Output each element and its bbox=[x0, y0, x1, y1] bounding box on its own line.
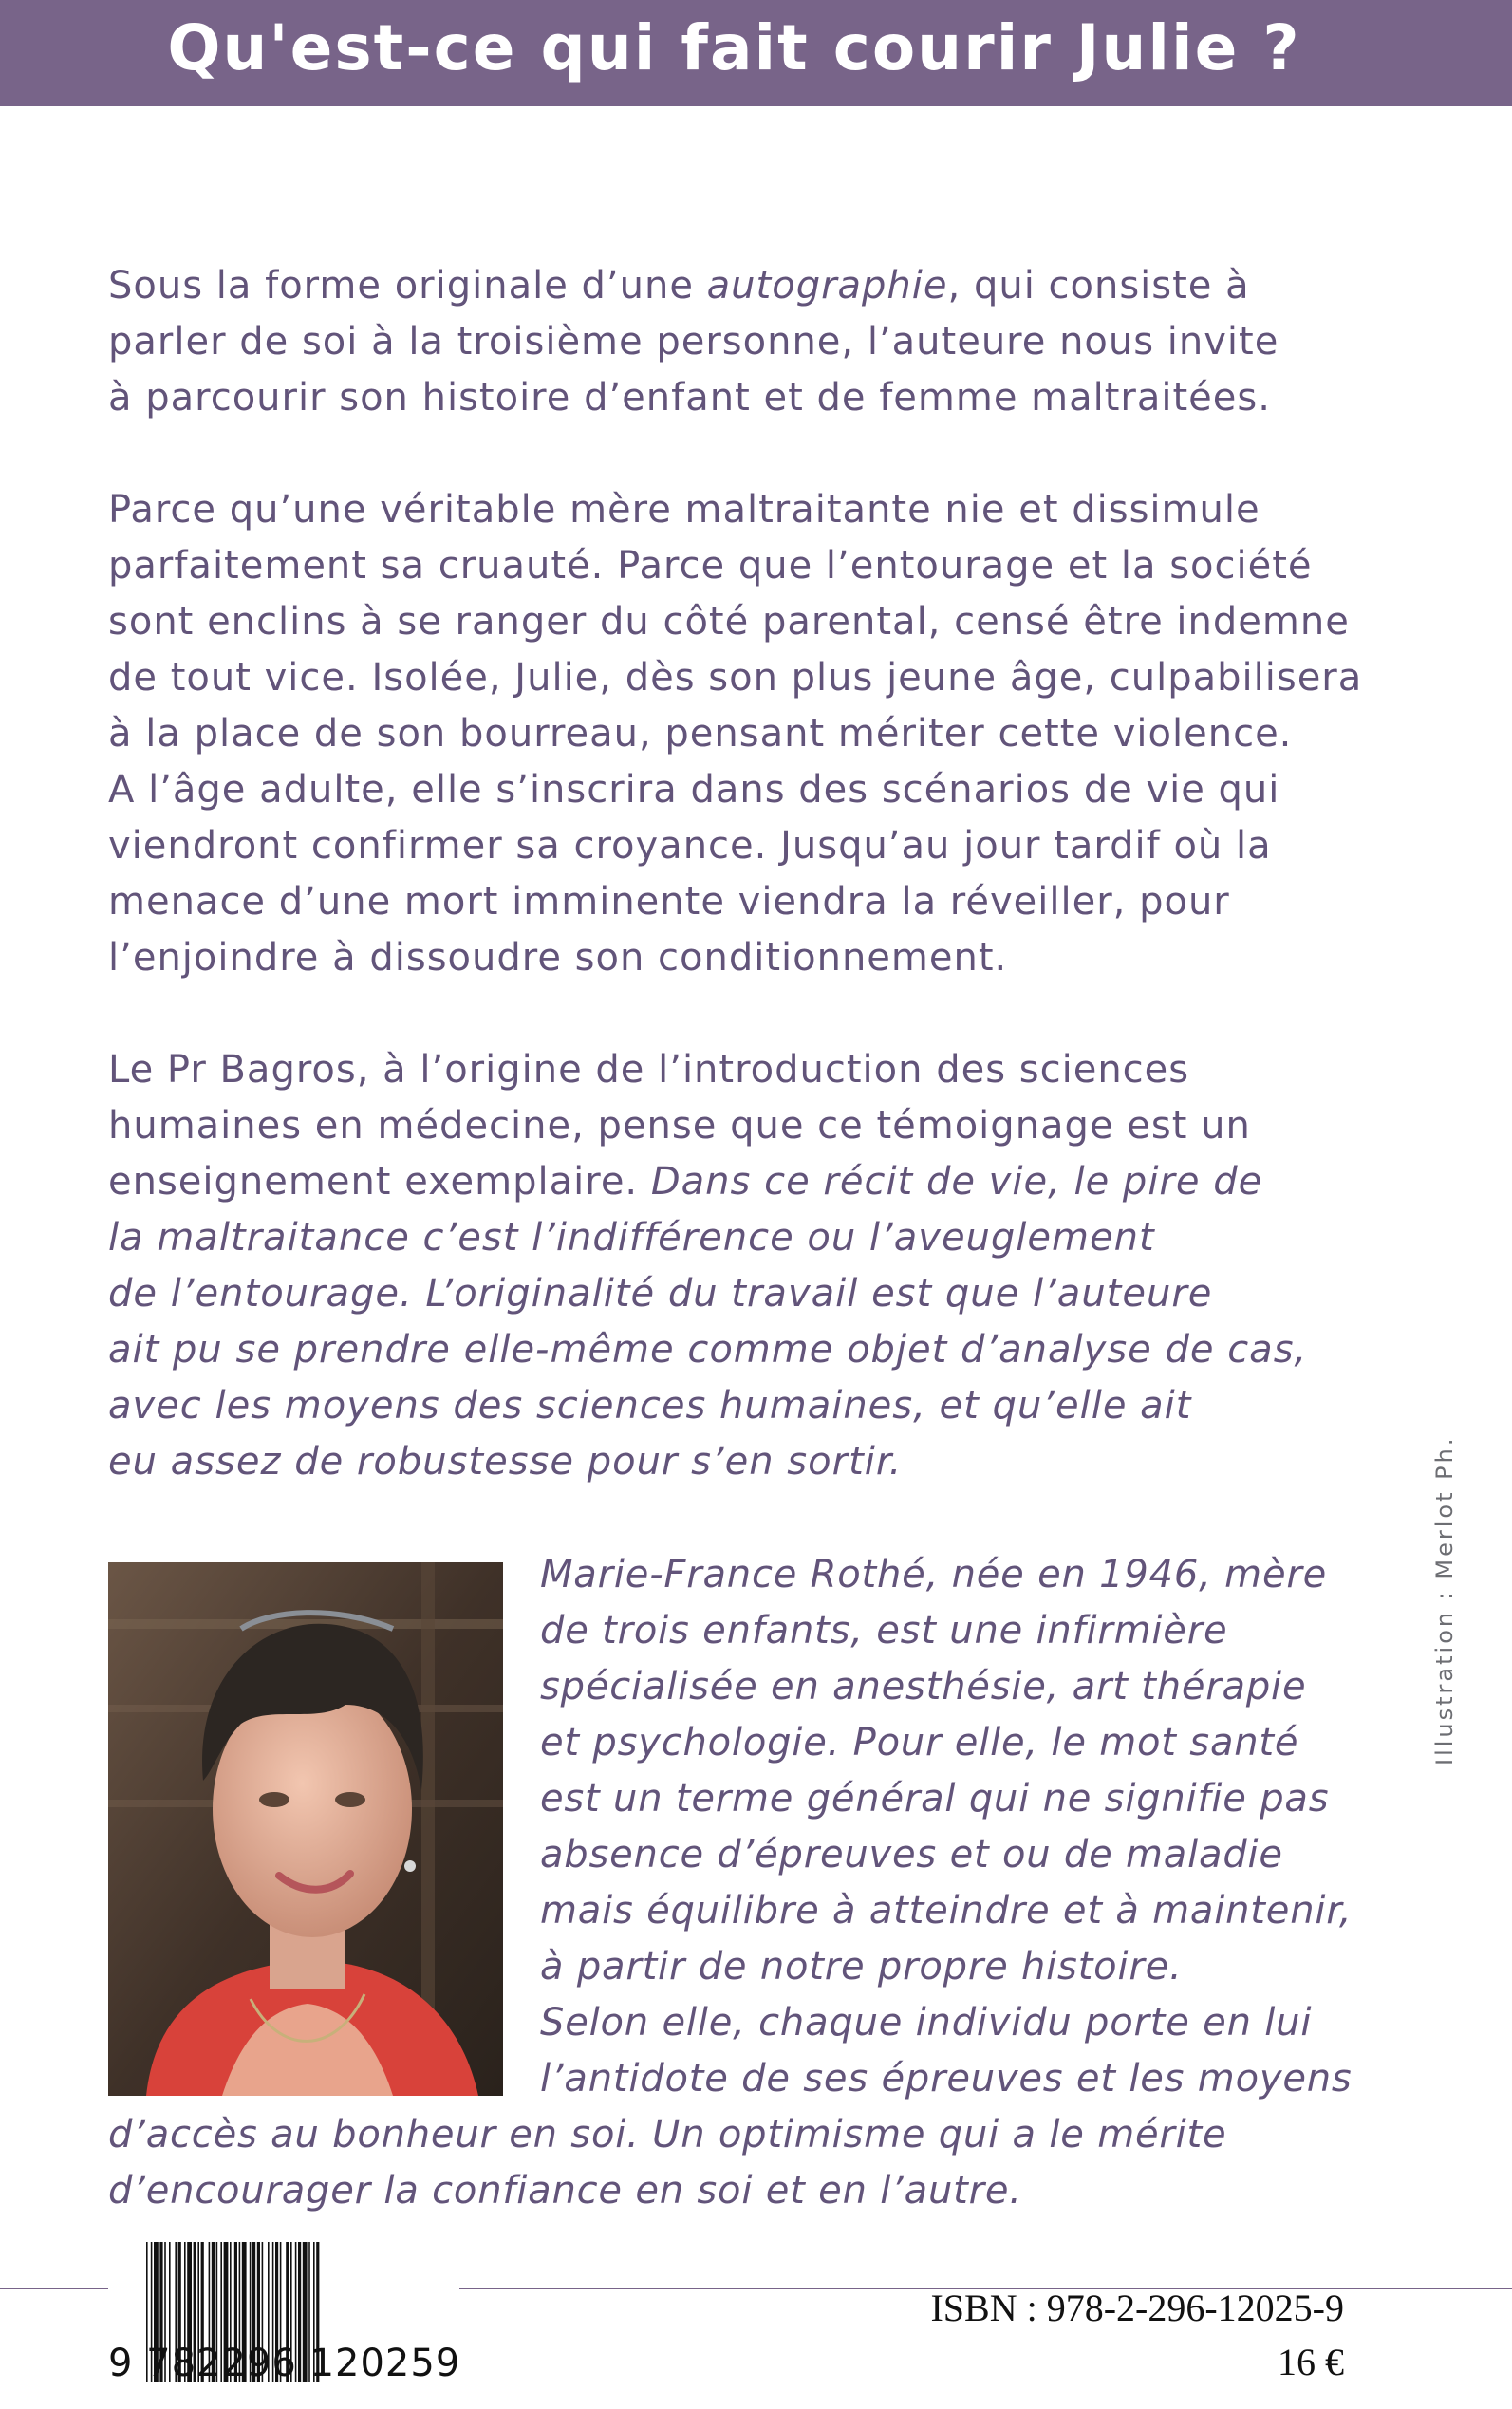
isbn: ISBN : 978-2-296-12025-9 bbox=[930, 2287, 1344, 2329]
barcode-digits: 9 782296 120259 bbox=[108, 2342, 461, 2385]
intro-line: Sous la forme originale d’une autographie, qui consiste à bbox=[108, 264, 1250, 308]
book-title: Qu'est-ce qui fait courir Julie ? bbox=[167, 11, 1301, 84]
author-bio bbox=[108, 1547, 1353, 2219]
body-line: menace d’une mort imminente viendra la réveiller, pour bbox=[108, 880, 1230, 924]
body-line: Parce qu’une véritable mère maltraitante nie et dissimule bbox=[108, 488, 1260, 532]
bio-line: et psychologie. Pour elle, le mot santé bbox=[540, 1721, 1299, 1765]
quote-paragraph bbox=[108, 1042, 1307, 1490]
bio-line: absence d’épreuves et ou de maladie bbox=[540, 1833, 1283, 1877]
bio-line: de trois enfants, est une infirmière bbox=[540, 1609, 1228, 1653]
body-line: à la place de son bourreau, pensant mériter cette violence. bbox=[108, 712, 1293, 756]
quote-italic-line: de l’entourage. L’originalité du travail est que l’auteure bbox=[108, 1272, 1213, 1316]
bio-line: est un terme général qui ne signifie pas bbox=[540, 1777, 1330, 1821]
bio-line: d’accès au bonheur en soi. Un optimisme qui a le mérite bbox=[108, 2113, 1227, 2157]
bio-line: à partir de notre propre histoire. bbox=[540, 1945, 1183, 1989]
header-band bbox=[0, 0, 1512, 106]
bio-line: spécialisée en anesthésie, art thérapie bbox=[540, 1665, 1307, 1709]
intro-line: à parcourir son histoire d’enfant et de femme maltraitées. bbox=[108, 376, 1271, 420]
bio-line: Marie-France Rothé, née en 1946, mère bbox=[540, 1553, 1328, 1597]
intro-line: parler de soi à la troisième personne, l’auteure nous invite bbox=[108, 320, 1279, 364]
body-line: de tout vice. Isolée, Julie, dès son plus jeune âge, culpabilisera bbox=[108, 656, 1363, 700]
quote-italic-line: eu assez de robustesse pour s’en sortir. bbox=[108, 1440, 903, 1484]
quote-italic-line: ait pu se prendre elle-même comme objet d’analyse de cas, bbox=[108, 1328, 1308, 1372]
quote-line: humaines en médecine, pense que ce témoignage est un bbox=[108, 1104, 1251, 1148]
body-line: parfaitement sa cruauté. Parce que l’entourage et la société bbox=[108, 544, 1313, 588]
intro-paragraph bbox=[108, 258, 1279, 426]
bio-line: Selon elle, chaque individu porte en lui bbox=[540, 2001, 1313, 2045]
illustration-credit: Illustration : Merlot Ph. bbox=[1431, 1435, 1458, 1765]
quote-italic-line: avec les moyens des sciences humaines, et qu’elle ait bbox=[108, 1384, 1192, 1428]
bio-line: l’antidote de ses épreuves et les moyens bbox=[540, 2057, 1353, 2101]
quote-line: enseignement exemplaire. Dans ce récit de vie, le pire de bbox=[108, 1160, 1263, 1204]
quote-italic-line: la maltraitance c’est l’indifférence ou l’aveuglement bbox=[108, 1216, 1155, 1260]
body-paragraph bbox=[108, 482, 1362, 986]
body-line: sont enclins à se ranger du côté parental, censé être indemne bbox=[108, 600, 1350, 644]
body-line: l’enjoindre à dissoudre son conditionnement. bbox=[108, 936, 1008, 980]
body-line: A l’âge adulte, elle s’inscrira dans des scénarios de vie qui bbox=[108, 768, 1280, 812]
body-line: viendront confirmer sa croyance. Jusqu’au jour tardif où la bbox=[108, 824, 1272, 868]
price: 16 € bbox=[1278, 2341, 1344, 2383]
bio-line: mais équilibre à atteindre et à maintenir, bbox=[540, 1889, 1353, 1933]
quote-line: Le Pr Bagros, à l’origine de l’introduction des sciences bbox=[108, 1048, 1190, 1092]
bio-line: d’encourager la confiance en soi et en l’autre. bbox=[108, 2169, 1022, 2213]
divider-left bbox=[0, 2288, 108, 2289]
